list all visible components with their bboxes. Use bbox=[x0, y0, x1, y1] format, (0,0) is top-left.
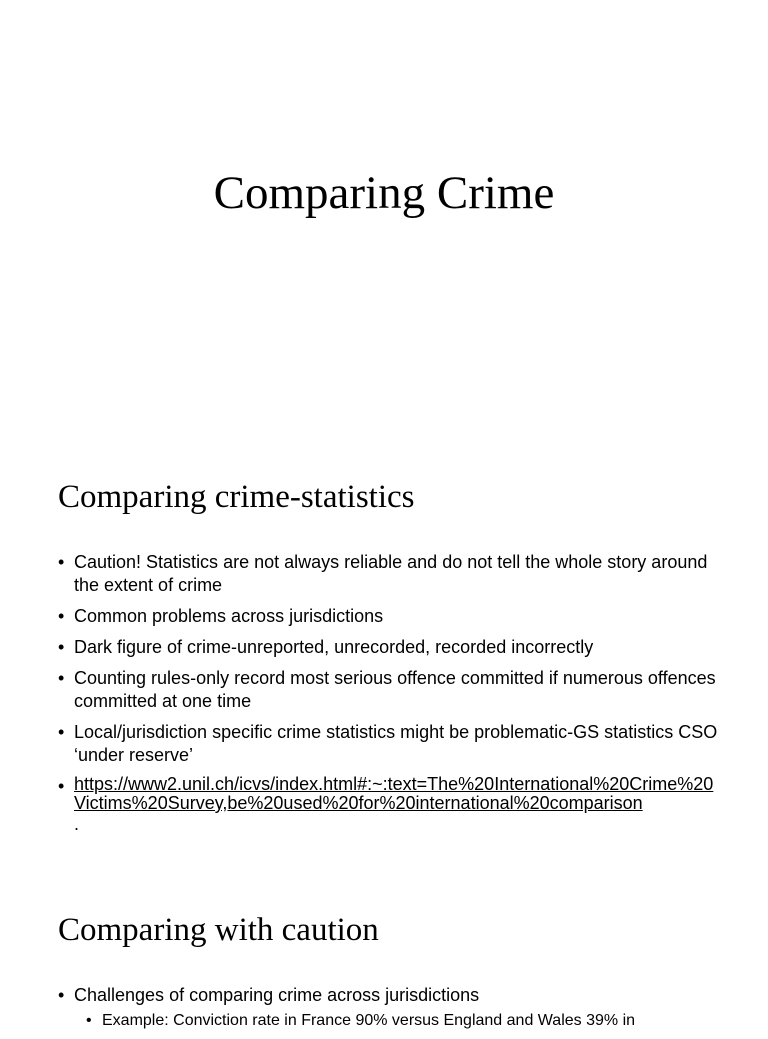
sub-bullet-list bbox=[74, 1011, 720, 1031]
list-item-text: Common problems across jurisdictions bbox=[74, 606, 384, 626]
list-item-link bbox=[56, 775, 720, 833]
bullet-icon: • bbox=[58, 985, 65, 1005]
caution-bullet-list bbox=[56, 984, 720, 1039]
bullet-icon: • bbox=[58, 722, 65, 742]
list-item-text: Counting rules-only record most serious offence committed if numerous offences committed at one time bbox=[74, 668, 716, 711]
list-item bbox=[56, 551, 720, 597]
sub-list-item bbox=[84, 1011, 720, 1031]
list-item-text: Local/jurisdiction specific crime statistics might be problematic-GS statistics CSO ‘under reserve’ bbox=[74, 722, 718, 765]
sub-list-item-text: Example: Conviction rate in France 90% versus England and Wales 39% in bbox=[102, 1012, 636, 1029]
list-item-text: Dark figure of crime-unreported, unrecorded, recorded incorrectly bbox=[74, 637, 594, 657]
list-item-text: Caution! Statistics are not always reliable and do not tell the whole story around the extent of crime bbox=[74, 552, 708, 595]
list-item bbox=[56, 605, 720, 628]
slide-title: Comparing Crime bbox=[213, 167, 555, 219]
bullet-icon: • bbox=[86, 1012, 92, 1029]
list-item-text: Challenges of comparing crime across jurisdictions bbox=[74, 985, 480, 1005]
list-item bbox=[56, 721, 720, 767]
bullet-icon: • bbox=[58, 668, 65, 688]
title-slide bbox=[0, 0, 768, 450]
section-heading-crime-statistics: Comparing crime-statistics bbox=[58, 479, 415, 515]
bullet-icon: • bbox=[58, 776, 65, 796]
list-item bbox=[56, 636, 720, 659]
bullet-icon: • bbox=[58, 606, 65, 626]
bullet-icon: • bbox=[58, 552, 65, 572]
trailing-period: . bbox=[74, 814, 80, 834]
crime-statistics-bullet-list bbox=[56, 551, 720, 841]
section-heading-comparing-with-caution: Comparing with caution bbox=[58, 912, 379, 948]
list-item bbox=[56, 667, 720, 713]
icvs-link[interactable]: https://www2.unil.ch/icvs/index.html#:~:text=The%20International%20Crime%20Victims%20Survey,be%20used%20for%20international%20comparison bbox=[74, 774, 714, 813]
bullet-icon: • bbox=[58, 637, 65, 657]
